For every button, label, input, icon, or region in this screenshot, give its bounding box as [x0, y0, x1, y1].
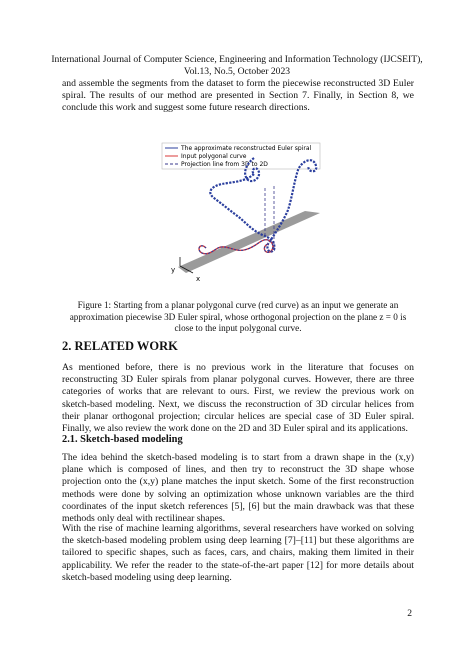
- subsection-paragraph-1: The idea behind the sketch-based modeling is to start from a drawn shape in the (x,y) plane which is composed of lines, and then try to reconstruct the 3D shape whose projection onto the (x,y) plane matches the input sketch. Some of the first reconstruction methods were done by solving an optimization whose unknown variables are the third coordinates of the input sketch references [5], [6] but the main drawback was that these methods only deal with rectilinear shapes.: [62, 452, 414, 525]
- journal-header-line1: International Journal of Computer Science, Engineering and Information Technology (IJCSEIT),: [51, 54, 423, 65]
- legend-euler-spiral: The approximate reconstructed Euler spiral: [181, 145, 312, 152]
- axis-y-label: y: [171, 266, 176, 274]
- gray-plane-fill: [178, 211, 320, 273]
- subsection-title: 2.1. Sketch-based modeling: [62, 434, 183, 445]
- section-number: 2.: [62, 339, 72, 353]
- figure-legend: [162, 143, 320, 169]
- subsection-paragraph-2: With the rise of machine learning algorithms, several researchers have worked on solving the sketch-based modeling problem using deep learning [7]–[11] but these algorithms are tailored to specific shapes, such as faces, cars, and chairs, making them limited in their applicability. We refer the reader to the state-of-the-art paper [12] for more details about sketch-based modeling using deep learning.: [62, 523, 414, 583]
- legend-projection-line: Projection line from 3D to 2D: [181, 161, 268, 168]
- journal-header-line2: Vol.13, No.5, October 2023: [183, 66, 291, 77]
- section-heading: [62, 339, 178, 354]
- figure-1-illustration: [0, 140, 474, 290]
- axis-x-label: x: [196, 275, 201, 283]
- legend-input-curve: Input polygonal curve: [181, 153, 247, 160]
- page-number: 2: [407, 608, 412, 619]
- section-paragraph: As mentioned before, there is no previous work in the literature that focuses on reconstructing 3D Euler spirals from planar polygonal curves. However, there are three categories of works that are relevant to ours. First, we review the previous work on sketch-based modeling. Next, we discuss the reconstruction of 3D circular helices from their planar orthogonal projection; circular helices are special case of 3D Euler spiral. Finally, we also review the work done on the 2D and 3D Euler spiral and its applications.: [62, 362, 414, 435]
- figure-caption: Figure 1: Starting from a planar polygonal curve (red curve) as an input we generate an approximation piecewise 3D Euler spiral, whose orthogonal projection on the plane z = 0 is close to the input polygonal curve.: [69, 300, 407, 334]
- intro-paragraph: and assemble the segments from the dataset to form the piecewise reconstructed 3D Euler spiral. The results of our method are presented in Section 7. Finally, in Section 8, we conclude this work and suggest some future research directions.: [62, 78, 414, 114]
- section-title: RELATED WORK: [74, 339, 178, 353]
